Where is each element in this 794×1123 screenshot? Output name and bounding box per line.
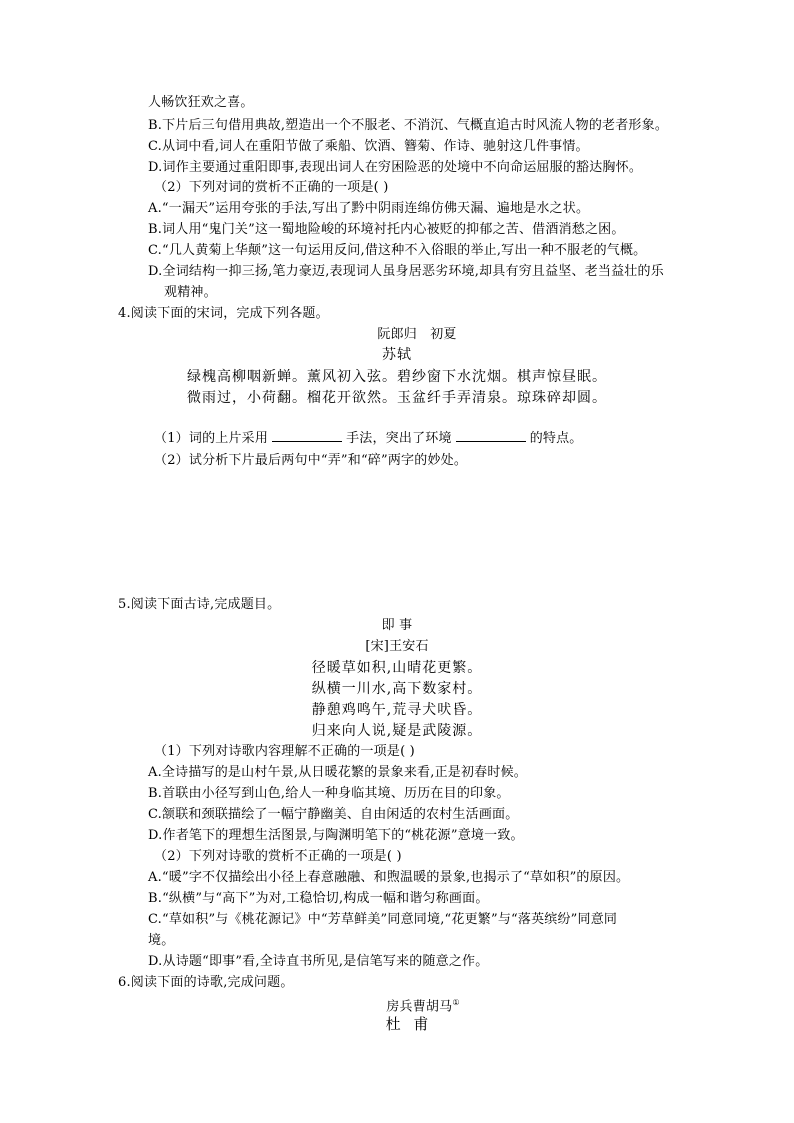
question-5: 5.阅读下面古诗,完成题目。	[118, 597, 281, 612]
option-b: B.首联由小径写到山色,给人一种身临其境、历历在目的印象。	[148, 786, 510, 801]
option-d: D.作者笔下的理想生活图景,与陶渊明笔下的“桃花源”意境一致。	[148, 828, 524, 843]
footnote-marker: ①	[452, 998, 460, 1007]
sub-question-text: 手法，突出了环境	[346, 431, 452, 446]
poem-line: 纵横一川水,高下数家村。	[311, 681, 483, 697]
poem-line: 归来向人说,疑是武陵源。	[311, 723, 483, 739]
sub-question-2: （2）试分析下片最后两句中“弄”和“碎”两字的妙处。	[154, 453, 468, 468]
answer-blank[interactable]	[456, 429, 526, 442]
sub-question-text: （1）词的上片采用	[154, 431, 269, 446]
poem-line: 微雨过，小荷翻。榴花开欲然。玉盆纤手弄清泉。琼珠碎却圆。	[187, 390, 607, 406]
option-c-cont: 境。	[148, 933, 175, 948]
option-c: C.“草如积”与《桃花源记》中“芳草鲜美”同意同境,“花更繁”与“落英缤纷”同意同	[148, 912, 618, 927]
option-c: C.颔联和颈联描绘了一幅宁静幽美、自由闲适的农村生活画面。	[148, 807, 519, 822]
poem-title-text: 房兵曹胡马	[386, 999, 453, 1015]
option-d: D.全词结构一抑三扬,笔力豪迈,表现词人虽身居恶劣环境,却具有穷且益坚、老当益壮的乐	[148, 264, 664, 279]
option-a: A.全诗描写的是山村午景,从日暖花繁的景象来看,正是初春时候。	[148, 765, 527, 780]
option-a: A.“暖”字不仅描绘出小径上春意融融、和煦温暖的景象,也揭示了“草如积”的原因。	[148, 870, 630, 885]
poem-author: [宋]王安石	[365, 639, 429, 654]
text-line: 人畅饮狂欢之喜。	[148, 95, 254, 110]
poem-author: 苏轼	[382, 347, 412, 363]
poem-line: 绿槐高柳咽新蝉。薰风初入弦。碧纱窗下水沈烟。棋声惊昼眠。	[187, 369, 607, 385]
poem-title: 阮郎归 初夏	[377, 327, 457, 342]
question-6: 6.阅读下面的诗歌,完成问题。	[118, 975, 294, 990]
sub-question-1: （1）下列对诗歌内容理解不正确的一项是( )	[154, 744, 415, 759]
option-b: B.下片后三句借用典故,塑造出一个不服老、不消沉、气概直追古时风流人物的老者形象。	[148, 118, 669, 133]
text-line: 观精神。	[164, 285, 217, 300]
poem-author: 杜 甫	[385, 1015, 433, 1033]
answer-blank[interactable]	[272, 429, 342, 442]
option-d: D.词作主要通过重阳即事,表现出词人在穷困险恶的处境中不向命运屈服的豁达胸怀。	[148, 160, 643, 175]
option-b: B.“纵横”与“高下”为对,工稳恰切,构成一幅和谐匀称画面。	[148, 891, 489, 906]
question-4: 4.阅读下面的宋词，完成下列各题。	[118, 306, 329, 321]
option-c: C.“几人黄菊上华颠”这一句运用反问,借这种不入俗眼的举止,写出一种不服老的气概。	[148, 243, 647, 258]
option-c: C.从词中看,词人在重阳节做了乘船、饮酒、簪菊、作诗、驰射这几件事情。	[148, 139, 589, 154]
sub-question-1	[0, 429, 794, 449]
poem-line: 静憩鸡鸣午,荒寻犬吠昏。	[311, 702, 483, 718]
poem-line: 径暖草如积,山晴花更繁。	[311, 660, 483, 676]
option-a: A.“一漏天”运用夸张的手法,写出了黔中阴雨连绵仿佛天漏、遍地是水之状。	[148, 201, 590, 216]
sub-question-text: 的特点。	[529, 431, 583, 446]
option-d: D.从诗题“即事”看,全诗直书所见,是信笔写来的随意之作。	[148, 954, 489, 969]
poem-title: 即 事	[381, 618, 413, 633]
sub-question: （2）下列对词的赏析不正确的一项是( )	[154, 180, 389, 195]
option-b: B.词人用“鬼门关”这一蜀地险峻的环境衬托内心被贬的抑郁之苦、借酒消愁之困。	[148, 222, 625, 237]
sub-question-2: （2）下列对诗歌的赏析不正确的一项是( )	[154, 849, 402, 864]
